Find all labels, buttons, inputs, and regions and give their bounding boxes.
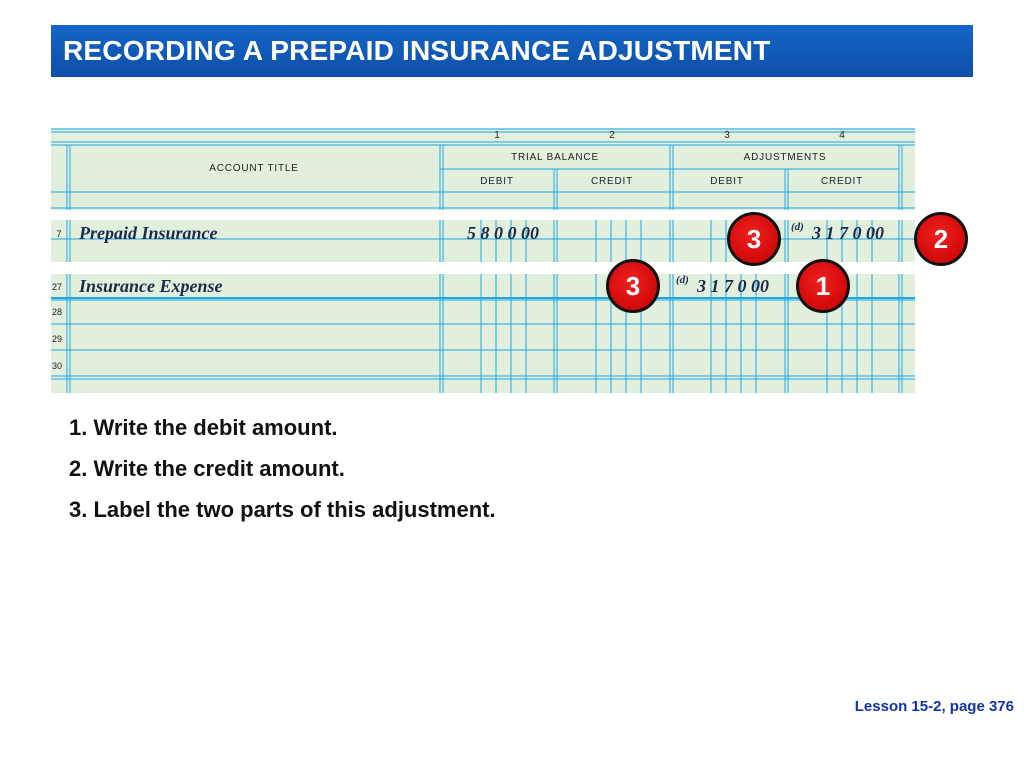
adj-debit-amount: 3 1 7 0 00 [697,276,769,296]
row-number: 27 [51,282,63,292]
page-title: RECORDING A PREPAID INSURANCE ADJUSTMENT [63,35,771,66]
row-number: 28 [51,307,63,317]
callout-badge-1: 1 [796,259,850,313]
callout-badge-2: 2 [914,212,968,266]
header-adjustments: ADJUSTMENTS [743,152,827,163]
column-number: 2 [609,130,615,141]
row-number: 30 [51,361,63,371]
column-number: 3 [724,130,730,141]
adj-credit-amount: 3 1 7 0 00 [812,223,884,243]
lesson-reference: Lesson 15-2, page 376 [854,698,1014,715]
header-trial-debit: DEBIT [480,176,514,187]
header-adj-credit: CREDIT [820,176,864,187]
header-trial-credit: CREDIT [590,176,634,187]
row-number: 29 [51,334,63,344]
row-number: 7 [56,229,62,239]
column-number: 4 [839,130,845,141]
instruction-steps [69,410,496,533]
step-item: 2. Write the credit amount. [69,456,345,481]
callout-badge-3: 3 [606,259,660,313]
callout-badge-3: 3 [727,212,781,266]
column-number: 1 [494,130,500,141]
worksheet [51,128,915,393]
account-prepaid-insurance: Prepaid Insurance [79,223,218,243]
header-account-title: ACCOUNT TITLE [209,163,299,174]
step-item: 3. Label the two parts of this adjustment. [69,497,496,522]
title-bar [51,25,973,77]
adjustment-label: (d) [791,221,804,233]
worksheet-grid [51,128,915,393]
account-insurance-expense: Insurance Expense [79,276,223,296]
header-trial-balance: TRIAL BALANCE [511,152,599,163]
step-item: 1. Write the debit amount. [69,415,338,440]
trial-debit-amount: 5 8 0 0 00 [467,223,539,243]
adjustment-label: (d) [676,274,689,286]
header-adj-debit: DEBIT [710,176,744,187]
